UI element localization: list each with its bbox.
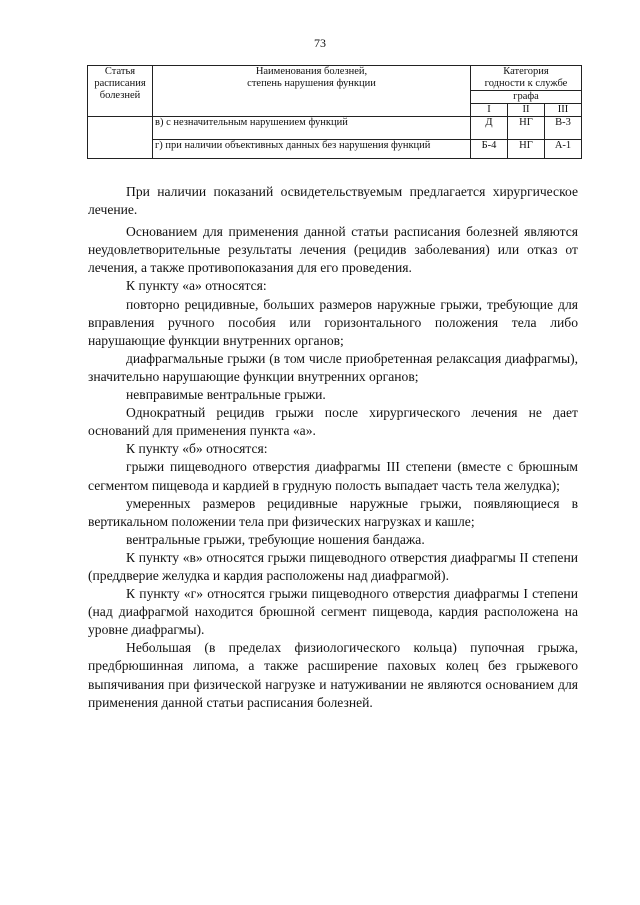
paragraph: К пункту «б» относятся:: [126, 441, 268, 457]
table-header-row: [88, 66, 582, 91]
row-value: НГ: [508, 140, 545, 159]
paragraph: При наличии показаний освидетельствуемым предлагается хирургическое лечение.: [88, 184, 578, 218]
row-value: Б-4: [471, 140, 508, 159]
paragraph: грыжи пищеводного отверстия диафрагмы III степени (вместе с брюшным сегментом пищевода и кардией в грудную полость выпадает часть тела желудка);: [88, 459, 578, 493]
row-value: А-1: [545, 140, 582, 159]
disease-schedule-table: [87, 65, 582, 159]
paragraph: умеренных размеров рецидивные наружные грыжи, появляющиеся в вертикальном положении тела при физических нагрузках и кашле;: [88, 495, 578, 529]
header-disease-names: [153, 66, 471, 117]
header-category: [471, 66, 582, 91]
header-names-line2: степень нарушения функции: [247, 78, 376, 90]
paragraph: К пункту «а» относятся:: [126, 278, 267, 294]
row-value: Д: [471, 117, 508, 140]
paragraph: вентральные грыжи, требующие ношения бандажа.: [126, 531, 425, 547]
header-article: Статья расписания болезней: [88, 66, 153, 117]
page-number: 73: [314, 36, 326, 50]
row-description: г) при наличии объективных данных без нарушения функций: [153, 140, 471, 159]
table-row: [88, 117, 582, 140]
header-category-line1: Категория: [503, 66, 549, 77]
column-i: I: [471, 104, 508, 117]
paragraph: Однократный рецидив грыжи после хирургического лечения не дает оснований для применения пункта «а».: [88, 405, 578, 439]
paragraph: повторно рецидивные, больших размеров наружные грыжи, требующие для вправления ручного пособия или горизонтального положения тела либо нарушающие функции внутренних органов;: [88, 296, 578, 348]
paragraph: Основанием для применения данной статьи расписания болезней являются неудовлетворительные результаты лечения (рецидив заболевания) или отказ от лечения, а также противопоказания для его проведения.: [88, 224, 578, 276]
row-description: в) с незначительным нарушением функций: [153, 117, 471, 140]
paragraph: невправимые вентральные грыжи.: [126, 387, 326, 403]
paragraph: Небольшая (в пределах физиологического кольца) пупочная грыжа, предбрюшинная липома, а также расширение паховых колец без грыжевого выпячивания при физической нагрузке и натуживании не являются основанием для применения данной статьи расписания болезней.: [88, 640, 578, 710]
article-cell: [88, 117, 153, 159]
column-iii: III: [545, 104, 582, 117]
header-names-line1: Наименования болезней,: [255, 66, 368, 77]
row-value: В-3: [545, 117, 582, 140]
header-column: графа: [471, 91, 582, 104]
header-category-line2: годности к службе: [484, 78, 568, 90]
paragraph: диафрагмальные грыжи (в том числе приобретенная релаксация диафрагмы), значительно нарушающие функции внутренних органов;: [88, 350, 578, 384]
column-ii: II: [508, 104, 545, 117]
paragraph: К пункту «в» относятся грыжи пищеводного отверстия диафрагмы II степени (преддверие желудка и кардия расположены над диафрагмой).: [88, 549, 578, 583]
table-row: [88, 140, 582, 159]
paragraph: К пункту «г» относятся грыжи пищеводного отверстия диафрагмы I степени (над диафрагмой находится брюшной сегмент пищевода, кардия расположена на уровне диафрагмы).: [88, 586, 578, 638]
body-text: [88, 183, 578, 712]
row-value: НГ: [508, 117, 545, 140]
